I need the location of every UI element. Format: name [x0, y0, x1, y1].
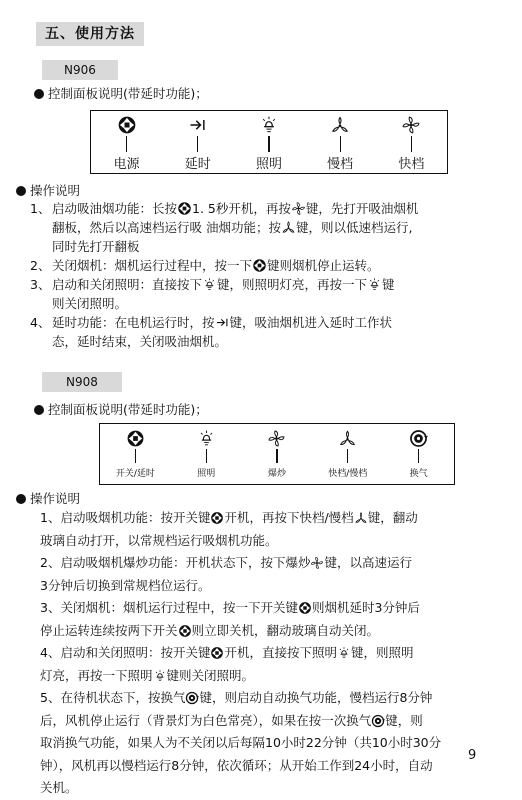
- text-run: 取消换气功能，如果人为不关闭以后每隔10小时22分钟（共10小时30分: [40, 735, 442, 750]
- instruction-line: [30, 237, 510, 256]
- panel-button-label: 快档: [398, 157, 425, 172]
- text-run: 5、在待机状态下，按换气: [40, 690, 186, 705]
- panel-button[interactable]: [242, 427, 313, 479]
- text-run: 开机，直接按下照明: [224, 645, 337, 660]
- panel-divider: [418, 449, 419, 463]
- instruction-line: [30, 256, 510, 275]
- text-run: 启动吸油烟功能：长按: [52, 201, 178, 216]
- text-run: 关闭烟机：烟机运行过程中，按一下: [52, 258, 253, 273]
- panel-button-label: 照明: [255, 157, 282, 172]
- slow-fan-icon: [305, 114, 376, 136]
- panel-divider: [268, 136, 269, 152]
- panel-divider: [197, 136, 198, 152]
- text-run: 则烟机延时3分钟后: [311, 600, 420, 615]
- fast-fan-icon: [310, 555, 324, 570]
- panel-button-label: 开关/延时: [115, 469, 155, 479]
- panel-button[interactable]: [162, 114, 233, 172]
- text-run: 键，则照明: [350, 645, 414, 660]
- page-number: 9: [468, 748, 477, 763]
- power-icon: [298, 600, 312, 615]
- bullet-dot: [34, 405, 44, 415]
- n906-panel-heading-text: 控制面板说明(带延时功能)；: [48, 86, 208, 101]
- power-icon: [252, 258, 267, 273]
- text-run: 1. 5秒开机，再按: [192, 201, 291, 216]
- power-icon: [177, 201, 192, 216]
- slow-fan-icon: [281, 220, 296, 235]
- panel-button-label: 延时: [184, 157, 211, 172]
- instruction-line: [40, 552, 510, 575]
- delay-icon: [215, 315, 230, 330]
- panel-divider: [347, 449, 348, 463]
- n906-control-panel: [90, 110, 448, 174]
- fast-fan-icon: [242, 427, 313, 449]
- model-tag-n908: N908: [42, 372, 122, 392]
- instruction-line: [30, 218, 510, 237]
- text-run: 玻璃自动打开，以常规档运行吸烟机功能。: [40, 532, 278, 548]
- text-run: 键，翻动: [367, 510, 418, 525]
- delay-icon: [162, 114, 233, 136]
- panel-button[interactable]: [91, 114, 162, 172]
- text-run: 则立即关机，翻动玻璃自动关闭。: [191, 622, 380, 638]
- text-run: 键: [382, 277, 395, 292]
- text-run: 开机，再按下快档/慢档: [224, 510, 354, 525]
- panel-button-label: 爆炒: [267, 469, 286, 479]
- text-run: 后，风机停止运行（背景灯为白色常亮），如果在按一次换气: [40, 712, 372, 728]
- bullet-dot: [16, 494, 26, 504]
- text-run: 键，则照明灯亮，再按一下: [217, 277, 368, 292]
- panel-button-label: 电源: [113, 157, 140, 172]
- text-run: 键，则启动自动换气功能，慢档运行8分钟: [199, 690, 433, 705]
- text-run: 4、启动和关闭照明：按开关键: [40, 645, 211, 660]
- text-run: 键则关闭照明。: [166, 667, 255, 683]
- panel-divider: [135, 449, 136, 463]
- n908-instructions: [40, 507, 510, 800]
- text-run: 灯亮，再按一下照明: [40, 667, 153, 683]
- panel-button[interactable]: [312, 427, 383, 479]
- text-run: 则关闭照明。: [52, 296, 128, 311]
- light-icon: [367, 277, 382, 292]
- bullet-dot: [16, 186, 26, 196]
- text-run: 键，则以低速档运行,: [295, 220, 413, 235]
- panel-divider: [276, 449, 277, 463]
- section-title: 五、使用方法: [36, 22, 144, 46]
- panel-divider: [340, 136, 341, 152]
- fast-fan-icon: [376, 114, 447, 136]
- ventilation-icon: [383, 427, 454, 449]
- n908-panel-heading: [34, 402, 208, 418]
- power-icon: [91, 114, 162, 136]
- instruction-line: [30, 199, 510, 218]
- instruction-line: [40, 620, 510, 643]
- instruction-line: [40, 755, 510, 778]
- slow-fan-icon: [312, 427, 383, 449]
- text-run: 键，以高速运行: [324, 555, 412, 570]
- power-icon: [100, 427, 171, 449]
- panel-button-label: 快档/慢档: [328, 469, 368, 479]
- instruction-line: [30, 275, 510, 294]
- text-run: 键则烟机停止运转。: [267, 258, 380, 273]
- text-run: 延时功能：在电机运行时，按: [52, 315, 215, 330]
- ventilation-icon: [371, 713, 385, 728]
- power-icon: [178, 623, 192, 638]
- text-run: 启动和关闭照明：直接按下: [52, 277, 203, 292]
- instruction-line: [40, 777, 510, 800]
- light-icon: [202, 277, 217, 292]
- instruction-line: [40, 732, 510, 755]
- instruction-line: [40, 687, 510, 710]
- panel-button[interactable]: [376, 114, 447, 172]
- text-run: 翻板，然后以高速档运行吸 油烟功能；按: [52, 220, 281, 235]
- bullet-dot: [34, 89, 44, 99]
- light-icon: [153, 668, 167, 683]
- text-run: 钟），风机再以慢档运行8分钟，依次循环；从开始工作到24小时，自动: [40, 757, 433, 773]
- instruction-line: [40, 507, 510, 530]
- n908-ops-heading: [16, 491, 80, 507]
- panel-button[interactable]: [100, 427, 171, 479]
- ventilation-icon: [185, 690, 199, 705]
- instruction-line: [40, 597, 510, 620]
- panel-button-label: 慢档: [327, 157, 354, 172]
- text-run: 键，则: [385, 712, 423, 728]
- n908-ops-heading-text: 操作说明: [30, 491, 81, 506]
- instruction-number: 3、: [30, 277, 51, 292]
- n908-panel-heading-text: 控制面板说明(带延时功能)；: [48, 402, 208, 417]
- panel-divider: [206, 449, 207, 463]
- text-run: 1、启动吸烟机功能：按开关键: [40, 510, 211, 525]
- instruction-line: [40, 710, 510, 733]
- instruction-number: 2、: [30, 258, 51, 273]
- instruction-line: [30, 294, 510, 313]
- n906-panel-heading: [34, 86, 208, 102]
- fast-fan-icon: [291, 201, 306, 216]
- instruction-line: [40, 665, 510, 688]
- text-run: 3分钟后切换到常规档位运行。: [40, 577, 211, 593]
- n906-instructions: [30, 199, 510, 351]
- text-run: 停止运转连续按两下开关: [40, 622, 178, 638]
- n908-control-panel: [99, 423, 455, 485]
- panel-button-label: 照明: [197, 469, 216, 479]
- panel-divider: [411, 136, 412, 152]
- panel-button-label: 换气: [409, 469, 428, 479]
- panel-button[interactable]: [171, 427, 242, 479]
- light-icon: [171, 427, 242, 449]
- n906-ops-heading: [16, 183, 80, 199]
- text-run: 同时先打开翻板: [52, 239, 140, 254]
- instruction-number: 4、: [30, 315, 51, 330]
- text-run: 态，延时结束，关闭吸油烟机。: [52, 334, 228, 349]
- text-run: 关机。: [40, 780, 78, 795]
- text-run: 3、关闭烟机：烟机运行过程中，按一下开关键: [40, 600, 298, 615]
- instruction-number: 1、: [30, 201, 51, 216]
- panel-button[interactable]: [305, 114, 376, 172]
- instruction-line: [30, 332, 510, 351]
- panel-divider: [126, 136, 127, 152]
- power-icon: [210, 510, 224, 525]
- slow-fan-icon: [354, 510, 368, 525]
- text-run: 2、启动吸烟机爆炒功能：开机状态下，按下爆炒: [40, 555, 311, 570]
- panel-button[interactable]: [233, 114, 304, 172]
- instruction-line: [40, 575, 510, 598]
- instruction-line: [40, 642, 510, 665]
- instruction-line: [40, 530, 510, 553]
- light-icon: [337, 645, 351, 660]
- text-run: 键，吸油烟机进入延时工作状: [229, 315, 393, 330]
- n906-ops-heading-text: 操作说明: [30, 183, 81, 198]
- instruction-line: [30, 313, 510, 332]
- panel-button[interactable]: [383, 427, 454, 479]
- model-tag-n906: N906: [42, 60, 118, 80]
- light-icon: [233, 114, 304, 136]
- power-icon: [210, 645, 224, 660]
- text-run: 键，先打开吸油烟机: [305, 201, 419, 216]
